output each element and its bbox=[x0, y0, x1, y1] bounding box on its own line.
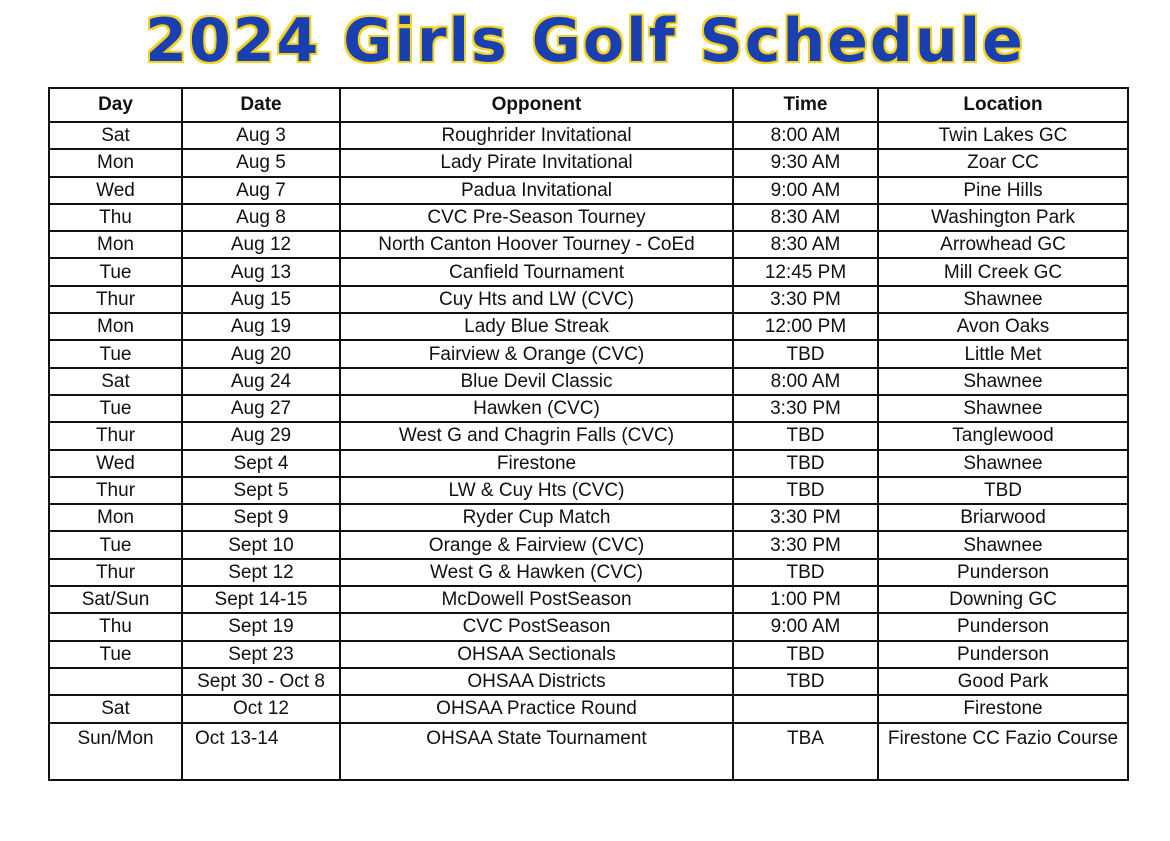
cell-day: Sat bbox=[49, 695, 182, 722]
cell-opponent: West G and Chagrin Falls (CVC) bbox=[340, 422, 733, 449]
cell-date: Aug 19 bbox=[182, 313, 340, 340]
cell-location: Tanglewood bbox=[878, 422, 1128, 449]
cell-location: Shawnee bbox=[878, 286, 1128, 313]
cell-location: Shawnee bbox=[878, 450, 1128, 477]
schedule-table bbox=[48, 87, 1129, 781]
cell-date: Aug 12 bbox=[182, 231, 340, 258]
cell-time: 3:30 PM bbox=[733, 504, 878, 531]
cell-time: 8:30 AM bbox=[733, 231, 878, 258]
table-row bbox=[49, 668, 1128, 695]
cell-opponent: West G & Hawken (CVC) bbox=[340, 559, 733, 586]
cell-date: Sept 23 bbox=[182, 641, 340, 668]
cell-location: Shawnee bbox=[878, 531, 1128, 558]
table-row bbox=[49, 586, 1128, 613]
cell-day: Sun/Mon bbox=[49, 723, 182, 780]
table-row bbox=[49, 395, 1128, 422]
cell-location: Punderson bbox=[878, 613, 1128, 640]
cell-date: Aug 7 bbox=[182, 177, 340, 204]
cell-opponent: Hawken (CVC) bbox=[340, 395, 733, 422]
table-row bbox=[49, 531, 1128, 558]
cell-opponent: Lady Pirate Invitational bbox=[340, 149, 733, 176]
cell-date: Aug 29 bbox=[182, 422, 340, 449]
cell-time: 8:00 AM bbox=[733, 368, 878, 395]
cell-location: Washington Park bbox=[878, 204, 1128, 231]
cell-opponent: Blue Devil Classic bbox=[340, 368, 733, 395]
table-row bbox=[49, 613, 1128, 640]
cell-time: 8:00 AM bbox=[733, 122, 878, 149]
cell-time: TBD bbox=[733, 668, 878, 695]
cell-opponent: Firestone bbox=[340, 450, 733, 477]
cell-day: Thu bbox=[49, 613, 182, 640]
table-row bbox=[49, 477, 1128, 504]
cell-location: Zoar CC bbox=[878, 149, 1128, 176]
cell-opponent: Padua Invitational bbox=[340, 177, 733, 204]
cell-time: 9:00 AM bbox=[733, 177, 878, 204]
cell-day: Sat bbox=[49, 122, 182, 149]
cell-date: Oct 13-14 bbox=[182, 723, 340, 780]
cell-time: 9:00 AM bbox=[733, 613, 878, 640]
cell-location: Little Met bbox=[878, 340, 1128, 367]
cell-location: Shawnee bbox=[878, 395, 1128, 422]
cell-time: TBD bbox=[733, 450, 878, 477]
cell-opponent: CVC PostSeason bbox=[340, 613, 733, 640]
cell-day: Tue bbox=[49, 531, 182, 558]
cell-opponent: Cuy Hts and LW (CVC) bbox=[340, 286, 733, 313]
cell-date: Oct 12 bbox=[182, 695, 340, 722]
column-header-time: Time bbox=[733, 88, 878, 122]
cell-date: Aug 15 bbox=[182, 286, 340, 313]
cell-day: Thur bbox=[49, 559, 182, 586]
cell-location: Mill Creek GC bbox=[878, 258, 1128, 285]
cell-day: Sat bbox=[49, 368, 182, 395]
cell-date: Aug 20 bbox=[182, 340, 340, 367]
cell-time: TBA bbox=[733, 723, 878, 780]
cell-date: Sept 30 - Oct 8 bbox=[182, 668, 340, 695]
table-row bbox=[49, 122, 1128, 149]
cell-day: Thu bbox=[49, 204, 182, 231]
cell-day: Tue bbox=[49, 641, 182, 668]
table-row bbox=[49, 231, 1128, 258]
cell-location: Pine Hills bbox=[878, 177, 1128, 204]
cell-day: Thur bbox=[49, 477, 182, 504]
table-row bbox=[49, 340, 1128, 367]
cell-location: Punderson bbox=[878, 641, 1128, 668]
cell-opponent: Lady Blue Streak bbox=[340, 313, 733, 340]
cell-day: Wed bbox=[49, 450, 182, 477]
cell-time: 1:00 PM bbox=[733, 586, 878, 613]
cell-time: 3:30 PM bbox=[733, 286, 878, 313]
cell-time: 3:30 PM bbox=[733, 395, 878, 422]
table-row bbox=[49, 450, 1128, 477]
column-header-opponent: Opponent bbox=[340, 88, 733, 122]
cell-day: Thur bbox=[49, 286, 182, 313]
cell-opponent: CVC Pre-Season Tourney bbox=[340, 204, 733, 231]
table-row bbox=[49, 258, 1128, 285]
cell-day: Mon bbox=[49, 504, 182, 531]
cell-date: Aug 13 bbox=[182, 258, 340, 285]
header-row bbox=[49, 88, 1128, 122]
cell-opponent: LW & Cuy Hts (CVC) bbox=[340, 477, 733, 504]
cell-day: Tue bbox=[49, 340, 182, 367]
cell-location: Avon Oaks bbox=[878, 313, 1128, 340]
cell-opponent: Roughrider Invitational bbox=[340, 122, 733, 149]
cell-opponent: McDowell PostSeason bbox=[340, 586, 733, 613]
table-row bbox=[49, 177, 1128, 204]
cell-time: TBD bbox=[733, 340, 878, 367]
table-row bbox=[49, 504, 1128, 531]
page-title: 2024 Girls Golf Schedule bbox=[145, 6, 1025, 76]
cell-day: Tue bbox=[49, 258, 182, 285]
cell-day bbox=[49, 668, 182, 695]
cell-opponent: Canfield Tournament bbox=[340, 258, 733, 285]
column-header-location: Location bbox=[878, 88, 1128, 122]
cell-date: Sept 14-15 bbox=[182, 586, 340, 613]
cell-opponent: OHSAA Sectionals bbox=[340, 641, 733, 668]
cell-opponent: OHSAA State Tournament bbox=[340, 723, 733, 780]
cell-opponent: Ryder Cup Match bbox=[340, 504, 733, 531]
cell-date: Sept 19 bbox=[182, 613, 340, 640]
cell-date: Aug 5 bbox=[182, 149, 340, 176]
cell-location: Arrowhead GC bbox=[878, 231, 1128, 258]
cell-date: Aug 27 bbox=[182, 395, 340, 422]
cell-time: 9:30 AM bbox=[733, 149, 878, 176]
table-row bbox=[49, 695, 1128, 722]
cell-location: Twin Lakes GC bbox=[878, 122, 1128, 149]
cell-date: Sept 10 bbox=[182, 531, 340, 558]
table-row bbox=[49, 149, 1128, 176]
cell-time: TBD bbox=[733, 559, 878, 586]
cell-date: Sept 12 bbox=[182, 559, 340, 586]
cell-day: Sat/Sun bbox=[49, 586, 182, 613]
cell-day: Mon bbox=[49, 313, 182, 340]
cell-date: Sept 9 bbox=[182, 504, 340, 531]
table-row bbox=[49, 286, 1128, 313]
table-row bbox=[49, 204, 1128, 231]
cell-location: Punderson bbox=[878, 559, 1128, 586]
cell-location: Good Park bbox=[878, 668, 1128, 695]
table-row bbox=[49, 313, 1128, 340]
cell-opponent: OHSAA Practice Round bbox=[340, 695, 733, 722]
cell-time bbox=[733, 695, 878, 722]
cell-date: Sept 5 bbox=[182, 477, 340, 504]
table-row bbox=[49, 422, 1128, 449]
cell-date: Aug 3 bbox=[182, 122, 340, 149]
cell-time: 3:30 PM bbox=[733, 531, 878, 558]
cell-time: 12:00 PM bbox=[733, 313, 878, 340]
cell-location: Briarwood bbox=[878, 504, 1128, 531]
cell-day: Tue bbox=[49, 395, 182, 422]
cell-opponent: Orange & Fairview (CVC) bbox=[340, 531, 733, 558]
cell-date: Aug 24 bbox=[182, 368, 340, 395]
cell-time: TBD bbox=[733, 641, 878, 668]
cell-time: TBD bbox=[733, 422, 878, 449]
cell-location: Firestone CC Fazio Course bbox=[878, 723, 1128, 780]
cell-opponent: Fairview & Orange (CVC) bbox=[340, 340, 733, 367]
cell-day: Mon bbox=[49, 231, 182, 258]
table-row bbox=[49, 641, 1128, 668]
cell-date: Sept 4 bbox=[182, 450, 340, 477]
cell-day: Thur bbox=[49, 422, 182, 449]
cell-location: Firestone bbox=[878, 695, 1128, 722]
cell-opponent: OHSAA Districts bbox=[340, 668, 733, 695]
cell-day: Wed bbox=[49, 177, 182, 204]
cell-location: TBD bbox=[878, 477, 1128, 504]
table-row bbox=[49, 559, 1128, 586]
column-header-date: Date bbox=[182, 88, 340, 122]
table-row bbox=[49, 723, 1128, 780]
cell-time: TBD bbox=[733, 477, 878, 504]
cell-time: 8:30 AM bbox=[733, 204, 878, 231]
cell-location: Shawnee bbox=[878, 368, 1128, 395]
cell-opponent: North Canton Hoover Tourney - CoEd bbox=[340, 231, 733, 258]
cell-location: Downing GC bbox=[878, 586, 1128, 613]
cell-day: Mon bbox=[49, 149, 182, 176]
table-row bbox=[49, 368, 1128, 395]
column-header-day: Day bbox=[49, 88, 182, 122]
cell-time: 12:45 PM bbox=[733, 258, 878, 285]
cell-date: Aug 8 bbox=[182, 204, 340, 231]
